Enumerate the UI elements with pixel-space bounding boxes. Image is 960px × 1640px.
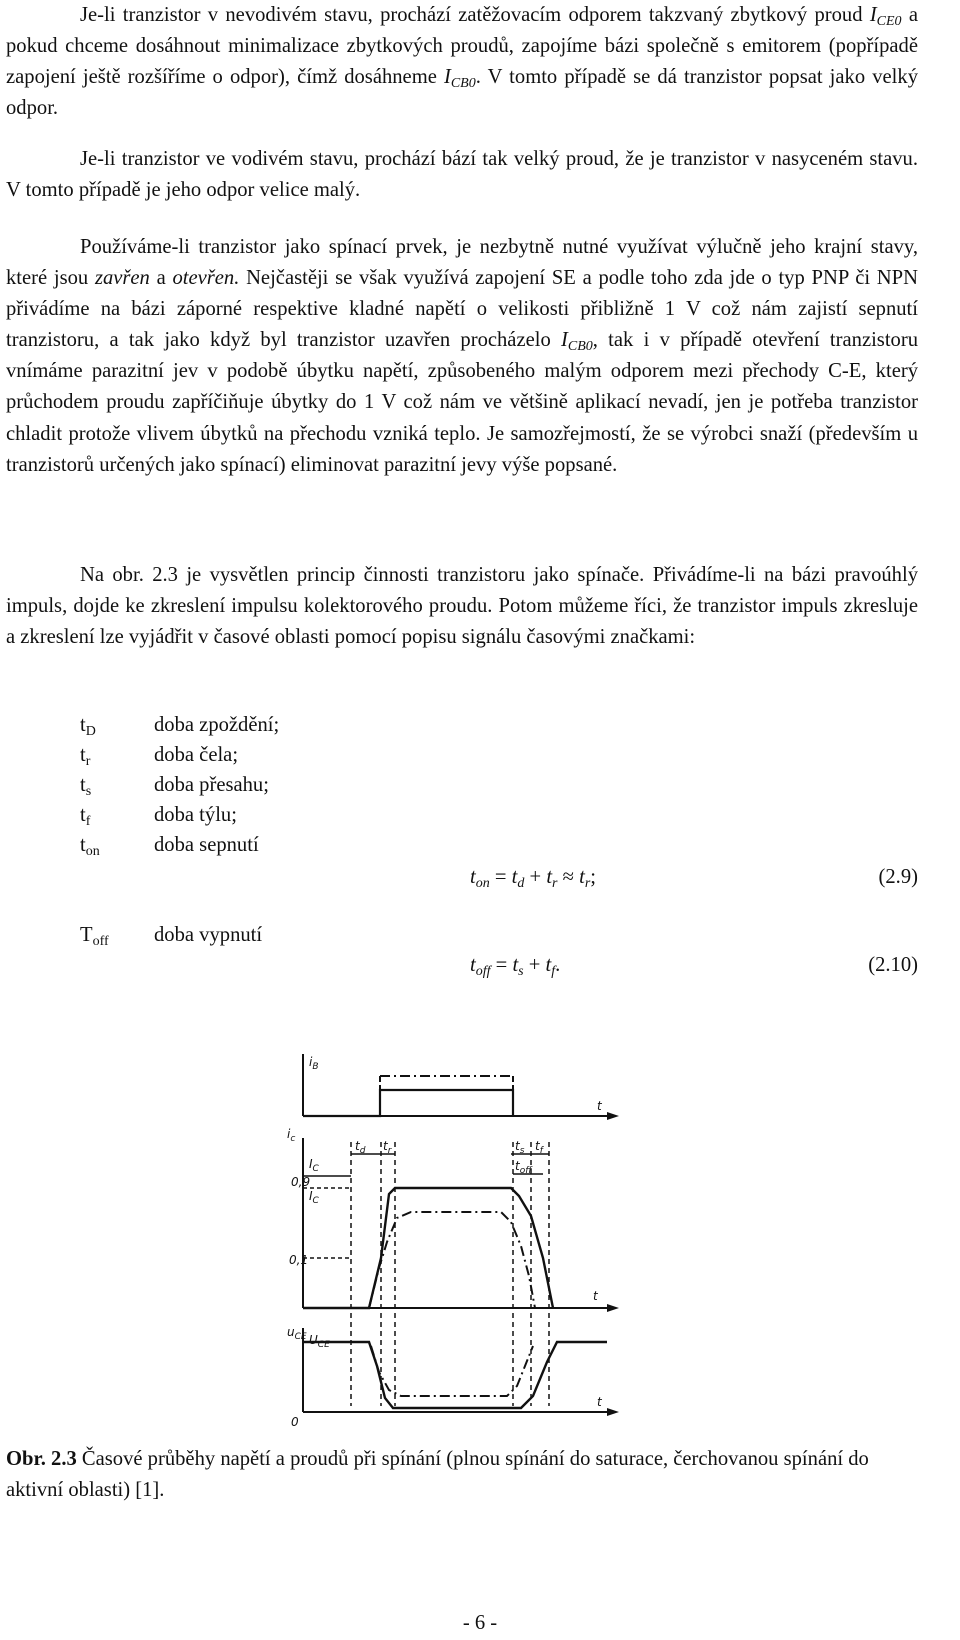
ice0-symbol: $I_{CE0}$ — [869, 4, 902, 29]
equation-number-2-10: (2.10) — [868, 954, 918, 976]
uce-waveform-solid — [303, 1342, 607, 1408]
figure-label: Obr. 2.3 — [6, 1448, 77, 1470]
collector-current-panel — [287, 1127, 619, 1406]
level-01-label: 0,1 — [289, 1253, 309, 1267]
ts-label: $t_s$ — [515, 1139, 525, 1156]
base-current-panel — [303, 1054, 619, 1120]
definition-ton: doba sepnutí — [154, 834, 259, 856]
equation-2-9: $t_{on} = t_d + t_r \approx t_r$; — [470, 866, 597, 891]
definition-tr: doba čela; — [154, 744, 239, 766]
td-label: $t_d$ — [355, 1139, 366, 1156]
uce-panel — [287, 1325, 619, 1428]
ic-time-arrow-icon — [607, 1304, 619, 1312]
icb0-symbol: $I_{CB0}$ — [443, 66, 476, 92]
ib-t-label: t — [597, 1099, 602, 1113]
ic-label: $i_c$ — [287, 1127, 296, 1144]
ic-level-label: $I_C$ — [309, 1157, 319, 1174]
symbol-ts: $t_s$ — [80, 774, 92, 799]
paragraph-3: Používáme-li tranzistor jako spínací prvek, je nezbytně nutné využívat výlučně jeho krajní stavy, které jsou zavřen a otevřen. Nejčastěji se však využívá zapojení SE a podle toho zda jde o typ PNP či NPN přivádíme na bázi záporné respektive kladné napětí o velikosti přibližně 1 V což nám zajistí sepnutí tranzistoru, a tak jako když byl tranzistor uzavřen procházelo $I_{CB0}$, tak i v případě otevření tranzistoru vnímáme parazitní jev v podobě úbytku napětí, způsobeného malým odporem mezi přechody C-E, který průchodem proudu zapříčiňuje úbytky do 1 V což nám ve většině aplikací nevadí, jen je potřeba tranzistor chladit protože vlivem úbytků na přechodu vzniká teplo. Je samozřejmostí, že se výrobci snaží (především u tranzistorů určených jako spínací) eliminovat parazitní jevy výše popsané. — [6, 236, 919, 476]
ic2-label: $I_C$ — [309, 1189, 319, 1206]
uce-label: $u_{CE}$ — [287, 1325, 307, 1342]
tr-label: $t_r$ — [383, 1139, 392, 1156]
definition-tf: doba týlu; — [154, 804, 237, 826]
icb0-symbol-2: $I_{CB0}$ — [561, 329, 593, 355]
ib-time-arrow-icon — [607, 1112, 619, 1120]
symbol-tr: $t_r$ — [80, 744, 91, 769]
toff-label: $t_{off}$ — [515, 1159, 532, 1176]
equation-2-10: $t_{off} = t_s + t_f$. — [470, 954, 561, 979]
ic-waveform-dashdot — [369, 1212, 535, 1308]
symbol-ton: $t_{on}$ — [80, 834, 100, 859]
ib-pulse-solid — [303, 1090, 513, 1116]
definition-td: doba zpoždění; — [154, 714, 280, 736]
symbol-tf: $t_f$ — [80, 804, 91, 829]
paragraph-4: Na obr. 2.3 je vysvětlen princip činnosti tranzistoru jako spínače. Přivádíme-li na bázi pravoúhlý impuls, dojde ke zkreslení impulsu kolektorového proudu. Potom můžeme říci, že tranzistor impuls zkresluje a zkreslení lze vyjádřit v časové oblasti pomocí popisu signálu časovými značkami: — [6, 564, 918, 649]
tf-label: $t_f$ — [535, 1139, 543, 1156]
switching-waveforms-figure — [285, 1046, 645, 1428]
ic-waveform-solid — [303, 1188, 553, 1308]
paragraph-1: Je-li tranzistor v nevodivém stavu, prochází zatěžovacím odporem takzvaný zbytkový proud $I_{CE0}$ a pokud chceme dosáhnout minimalizace zbytkových proudů, zapojíme bázi společně s emitorem (popřípadě zapojení ještě rozšíříme o odpor), čímž dosáhneme $I_{CB0}$. V tomto případě se dá tranzistor popsat jako velký odpor. — [6, 4, 918, 120]
uce2-label: $U_{CE}$ — [309, 1333, 330, 1350]
definition-toff: doba vypnutí — [154, 924, 263, 946]
paragraph-2: Je-li tranzistor ve vodivém stavu, prochází bází tak velký proud, že je tranzistor v nasyceném stavu. V tomto případě je jeho odpor velice malý. — [6, 148, 918, 202]
symbol-td: $t_D$ — [80, 714, 96, 739]
symbol-toff: $T_{off}$ — [80, 924, 109, 949]
uce-time-arrow-icon — [607, 1408, 619, 1416]
figure-caption: Obr. 2.3 Časové průběhy napětí a proudů při spínání (plnou spínání do saturace, čerchovanou spínání do aktivní oblasti) [1]. — [6, 1448, 869, 1501]
equation-number-2-9: (2.9) — [878, 866, 918, 888]
ib-label: $i_B$ — [309, 1055, 319, 1072]
waveform-diagram — [285, 1046, 645, 1428]
level-09-label: 0,9 — [291, 1175, 311, 1189]
ic-t-label: t — [593, 1289, 598, 1303]
uce-t-label: t — [597, 1395, 602, 1409]
definition-ts: doba přesahu; — [154, 774, 269, 796]
zero-label: 0 — [291, 1415, 299, 1428]
page-number: - 6 - — [462, 1612, 498, 1634]
